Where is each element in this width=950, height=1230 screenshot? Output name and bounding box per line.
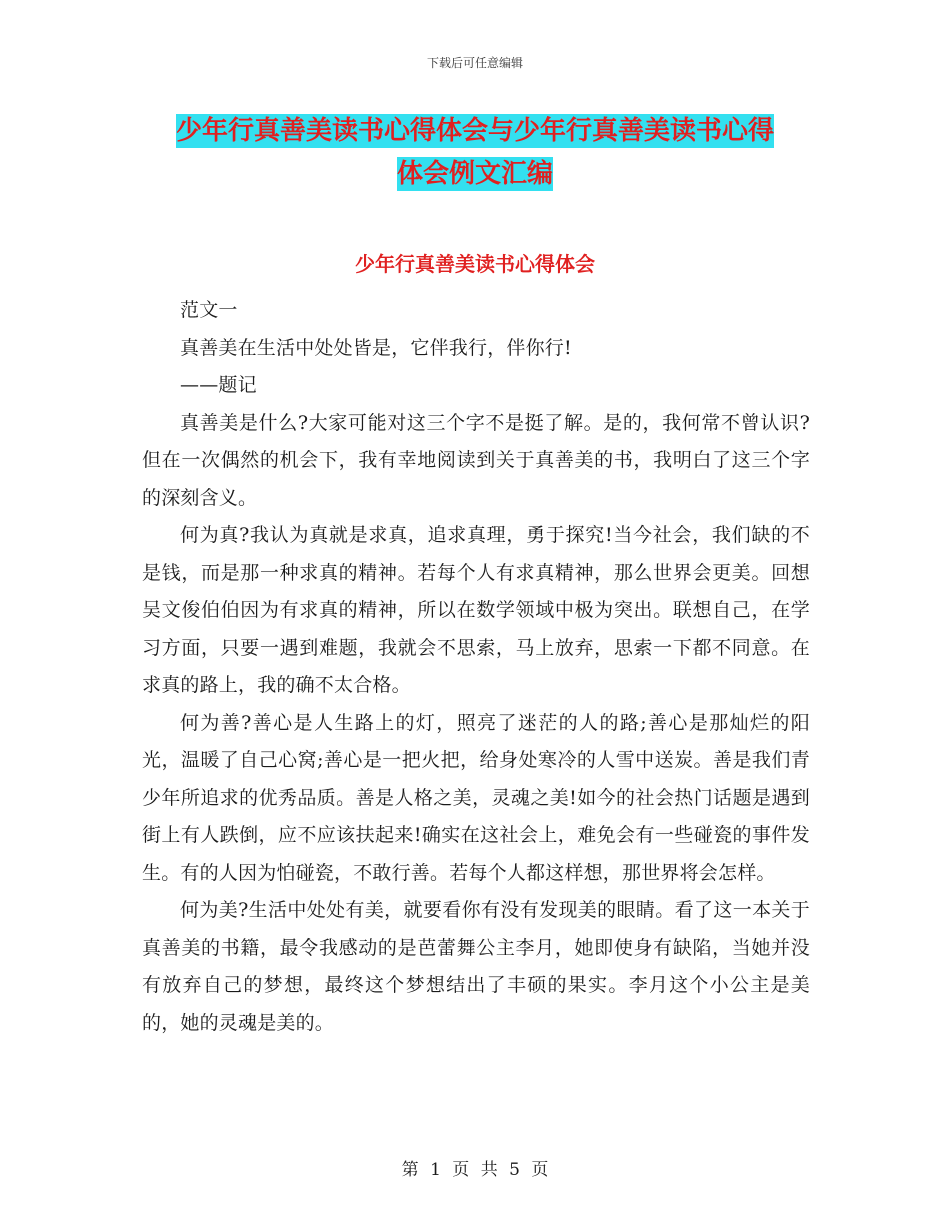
paragraph-truth: 何为真?我认为真就是求真，追求真理，勇于探究!当今社会，我们缺的不是钱，而是那一种求真的精神。若每个人有求真精神，那么世界会更美。回想吴文俊伯伯因为有求真的精神，所以在数学领域中极为突出。联想自己，在学习方面，只要一遇到难题，我就会不思索，马上放弃，思索一下都不同意。在求真的路上，我的确不太合格。 [142, 524, 810, 696]
section-title: 少年行真善美读书心得体会 [355, 252, 595, 276]
document-title-line-2: 体会例文汇编 [396, 159, 553, 189]
paragraph-epigraph-attribution: ——题记 [180, 374, 257, 396]
paragraph-intro: 真善美是什么?大家可能对这三个字不是挺了解。是的，我何常不曾认识?但在一次偶然的机会下，我有幸地阅读到关于真善美的书，我明白了这三个字的深刻含义。 [142, 411, 810, 509]
paragraph-example-label: 范文一 [180, 299, 238, 321]
paragraph-goodness: 何为善?善心是人生路上的灯，照亮了迷茫的人的路;善心是那灿烂的阳光，温暖了自己心窝;善心是一把火把，给身处寒冷的人雪中送炭。善是我们青少年所追求的优秀品质。善是人格之美，灵魂之美!如今的社会热门话题是遇到街上有人跌倒，应不应该扶起来!确实在这社会上，难免会有一些碰瓷的事件发生。有的人因为怕碰瓷，不敢行善。若每个人都这样想，那世界将会怎样。 [142, 711, 810, 884]
paragraph-beauty: 何为美?生活中处处有美，就要看你有没有发现美的眼睛。看了这一本关于真善美的书籍，最令我感动的是芭蕾舞公主李月，她即使身有缺陷，当她并没有放弃自己的梦想，最终这个梦想结出了丰硕的果实。李月这个小公主是美的，她的灵魂是美的。 [142, 899, 810, 1034]
document-body [142, 292, 810, 1042]
document-title [0, 110, 950, 196]
paragraph-epigraph: 真善美在生活中处处皆是，它伴我行，伴你行! [180, 336, 572, 359]
document-title-line-1: 少年行真善美读书心得体会与少年行真善美读书心得 [175, 116, 774, 146]
page-header-note: 下载后可任意编辑 [426, 56, 523, 70]
page-footer: 第 1 页 共 5 页 [401, 1160, 549, 1180]
